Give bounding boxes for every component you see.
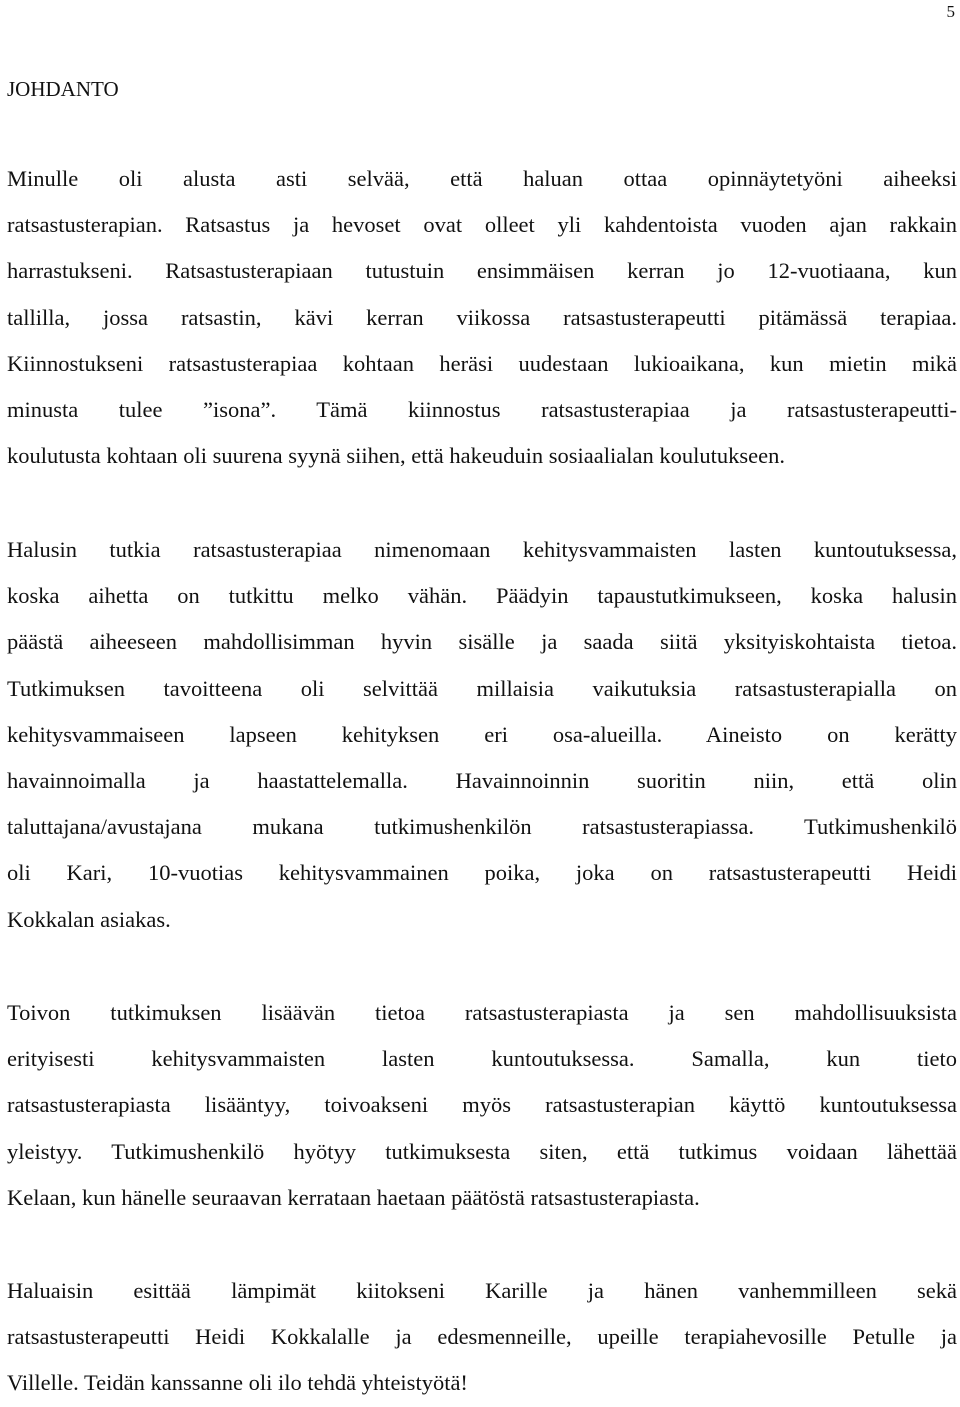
paragraph-intro-motivation bbox=[7, 156, 957, 479]
text-line: koulutusta kohtaan oli suurena syynä siihen, että hakeuduin sosiaalialan koulutukseen. bbox=[7, 443, 785, 469]
text-line: ratsastusterapeutti Heidi Kokkalalle ja edesmenneille, upeille terapiahevosille Petulle ja bbox=[7, 1324, 957, 1350]
text-line: harrastukseni. Ratsastusterapiaan tutustuin ensimmäisen kerran jo 12-vuotiaana, kun bbox=[7, 258, 957, 284]
text-line: kehitysvammaiseen lapseen kehityksen eri osa-alueilla. Aineisto on kerätty bbox=[7, 721, 957, 747]
text-line: Toivon tutkimuksen lisäävän tietoa ratsastusterapiasta ja sen mahdollisuuksista bbox=[7, 1000, 957, 1025]
text-line: ratsastusterapian. Ratsastus ja hevoset ovat olleet yli kahdentoista vuoden ajan rakkain bbox=[7, 212, 957, 238]
page-number: 5 bbox=[946, 2, 955, 21]
text-line: Haluaisin esittää lämpimät kiitokseni Karille ja hänen vanhemmilleen sekä bbox=[7, 1278, 957, 1303]
paragraph-acknowledgements bbox=[7, 1268, 957, 1407]
text-line: Tutkimuksen tavoitteena oli selvittää millaisia vaikutuksia ratsastusterapialla on bbox=[7, 675, 957, 701]
paragraph-expected-benefits bbox=[7, 990, 957, 1221]
text-line: yleistyy. Tutkimushenkilö hyötyy tutkimuksesta siten, että tutkimus voidaan lähettää bbox=[7, 1138, 957, 1164]
text-line: päästä aiheeseen mahdollisimman hyvin sisälle ja saada siitä yksityiskohtaista tietoa. bbox=[7, 629, 957, 655]
text-line: taluttajana/avustajana mukana tutkimushenkilön ratsastusterapiassa. Tutkimushenkilö bbox=[7, 814, 957, 840]
text-line: Villelle. Teidän kanssanne oli ilo tehdä yhteistyötä! bbox=[7, 1370, 468, 1396]
text-line: erityisesti kehitysvammaisten lasten kuntoutuksessa. Samalla, kun tieto bbox=[7, 1046, 957, 1072]
text-line: Kiinnostukseni ratsastusterapiaa kohtaan heräsi uudestaan lukioaikana, kun mietin mikä bbox=[7, 350, 957, 376]
text-line: ratsastusterapiasta lisääntyy, toivoakseni myös ratsastusterapian käyttö kuntoutuksessa bbox=[7, 1092, 957, 1118]
text-line: Kokkalan asiakas. bbox=[7, 906, 171, 932]
text-line: minusta tulee ”isona”. Tämä kiinnostus ratsastusterapiaa ja ratsastusterapeutti- bbox=[7, 396, 957, 422]
chapter-heading: JOHDANTO bbox=[7, 77, 119, 101]
text-line: Kelaan, kun hänelle seuraavan kerrataan haetaan päätöstä ratsastusterapiasta. bbox=[7, 1184, 700, 1210]
text-line: Minulle oli alusta asti selvää, että haluan ottaa opinnäytetyöni aiheeksi bbox=[7, 166, 957, 191]
text-line: koska aihetta on tutkittu melko vähän. Päädyin tapaustutkimukseen, koska halusin bbox=[7, 583, 957, 609]
text-line: tallilla, jossa ratsastin, kävi kerran viikossa ratsastusterapeutti pitämässä terapiaa. bbox=[7, 304, 957, 330]
text-line: Halusin tutkia ratsastusterapiaa nimenomaan kehitysvammaisten lasten kuntoutuksessa, bbox=[7, 537, 957, 562]
paragraph-research-aims bbox=[7, 527, 957, 943]
text-line: oli Kari, 10-vuotias kehitysvammainen poika, joka on ratsastusterapeutti Heidi bbox=[7, 860, 957, 886]
text-line: havainnoimalla ja haastattelemalla. Havainnoinnin suoritin niin, että olin bbox=[7, 767, 957, 793]
